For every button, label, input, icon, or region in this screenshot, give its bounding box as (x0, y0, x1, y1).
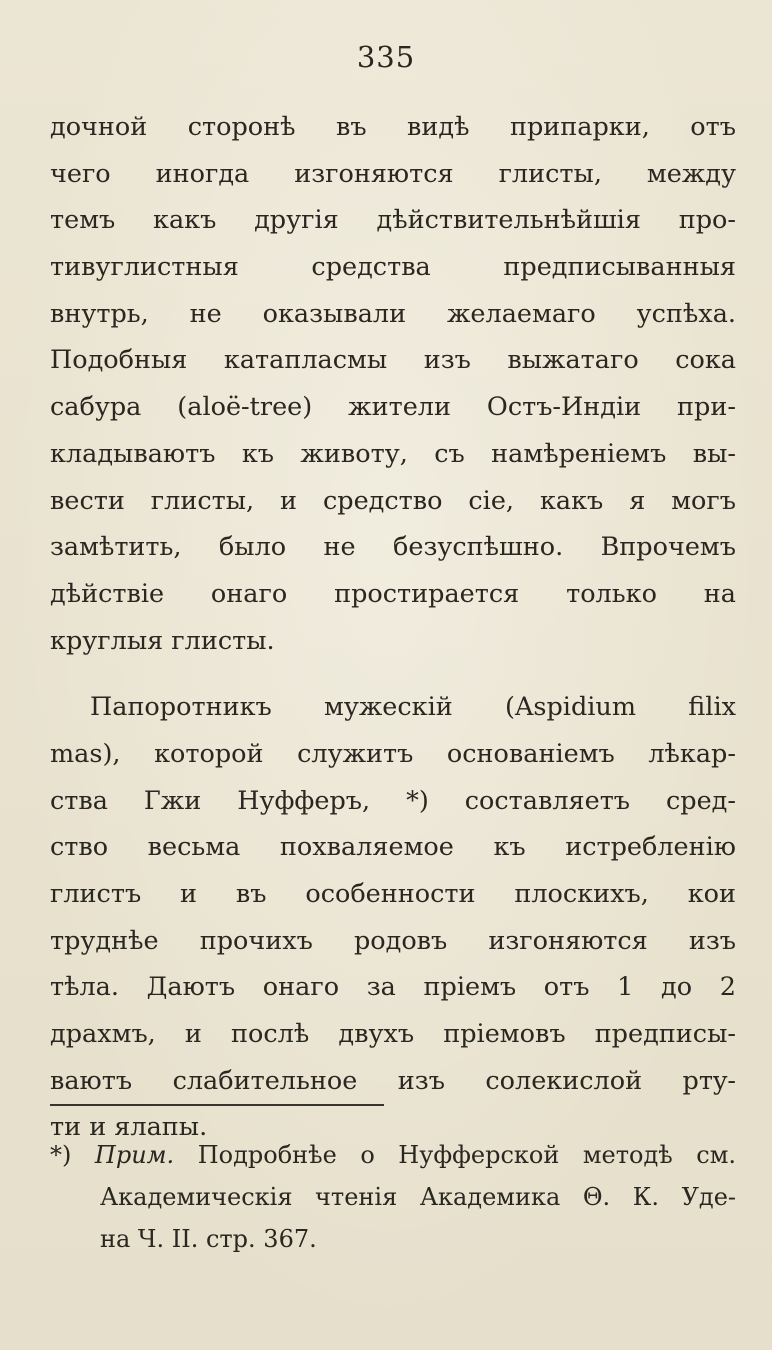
text-line: замѣтить, было не безуспѣшно. Впрочемъ (50, 532, 736, 563)
footnote-label: Прим. (94, 1141, 175, 1169)
text-line: mas), которой служитъ основаніемъ лѣкар- (50, 738, 736, 769)
page-number: 335 (356, 40, 416, 74)
text-line: ство весьма похваляемое къ истребленію (50, 832, 736, 863)
footnote-divider (50, 1104, 384, 1106)
text-line: тивуглистныя средства предписыванныя (50, 252, 736, 283)
text-line: сабура (aloë-tree) жители Остъ-Индіи при- (50, 392, 736, 423)
text-line: ти и ялапы. (50, 1112, 208, 1143)
text-line: дочной сторонѣ въ видѣ припарки, отъ (50, 112, 736, 142)
text-line: кладываютъ къ животу, съ намѣреніемъ вы- (50, 438, 736, 469)
text-line: внутрь, не оказывали желаемаго успѣха. (50, 298, 736, 329)
paragraph-gap (50, 664, 736, 684)
footnote-text: Подробнѣе о Нуфферской методѣ см. (197, 1141, 736, 1169)
footnote (50, 1134, 736, 1260)
text-line: Папоротникъ мужескій (Aspidium filix (90, 692, 736, 723)
text-line: ваютъ слабительное изъ солекислой ртy- (50, 1065, 736, 1096)
text-line: ства Гжи Нуфферъ, *) составляетъ сред- (50, 785, 736, 816)
text-line: темъ какъ другія дѣйствительнѣйшія про- (50, 205, 736, 236)
text-line: дѣйствіе онаго простирается только на (50, 578, 736, 609)
footnote-line: Академическія чтенія Академика Θ. К. Уде- (100, 1183, 736, 1211)
text-line: вести глисты, и средство сіе, какъ я могъ (50, 485, 736, 516)
text-line: круглыя глисты. (50, 625, 275, 656)
text-line: Подобныя катапласмы изъ выжатаго сока (50, 345, 736, 376)
text-line: труднѣе прочихъ родовъ изгоняются изъ (50, 925, 736, 956)
text-line: чего иногда изгоняются глисты, между (50, 158, 736, 189)
text-line: драхмъ, и послѣ двухъ пріемовъ предписы- (50, 1019, 736, 1050)
text-line: тѣла. Даютъ онаго за пріемъ отъ 1 до 2 (50, 972, 736, 1003)
footnote-marker: *) (50, 1141, 72, 1169)
footnote-line (50, 1134, 736, 1176)
main-text (50, 104, 736, 1151)
footnote-line: на Ч. II. стр. 367. (100, 1225, 317, 1253)
text-line: глистъ и въ особенности плоскихъ, кои (50, 879, 736, 909)
